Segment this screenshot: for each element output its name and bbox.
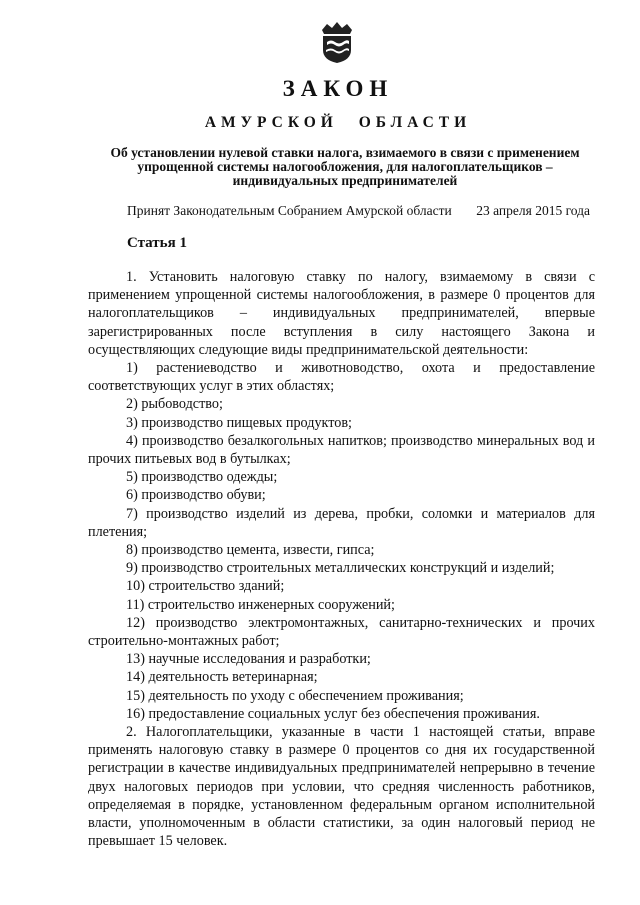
list-item: 8) производство цемента, извести, гипса;	[126, 542, 375, 559]
list-item: 6) производство обуви;	[126, 487, 266, 504]
list-item: 4) производство безалкогольных напитков; производство минеральных вод и прочих питьевых вод в бутылках;	[88, 432, 595, 468]
list-item: 15) деятельность по уходу с обеспечением проживания;	[126, 687, 464, 704]
list-item: 11) строительство инженерных сооружений;	[126, 596, 395, 613]
list-item: 12) производство электромонтажных, санитарно-технических и прочих строительно-монтажных работ;	[88, 614, 595, 650]
list-item: 3) производство пищевых продуктов;	[126, 414, 353, 431]
list-item: 13) научные исследования и разработки;	[126, 651, 371, 668]
amur-region-coat-of-arms-icon	[319, 20, 355, 64]
law-title: ЗАКОН	[282, 76, 394, 101]
part-1-intro: 1. Установить налоговую ставку по налогу, взимаемому в связи с применением упрощенной системы налогообложения, в размере 0 процентов для налогоплательщиков – индивидуальных предпринимателей, впервые зарегистрированных после вступления в силу настоящего Закона и осуществляющих следующие виды предпринимательской деятельности:	[88, 269, 595, 358]
article-body	[88, 268, 595, 851]
adopted-date: 23 апреля 2015 года	[476, 203, 590, 218]
region-name: АМУРСКОЙ ОБЛАСТИ	[204, 114, 472, 131]
list-item: 16) предоставление социальных услуг без обеспечения проживания.	[126, 705, 540, 722]
law-subject: Об установлении нулевой ставки налога, взимаемого в связи с применением упрощенной системы налогообложения, для налогоплательщиков – индивидуальных предпринимателей	[110, 145, 580, 188]
part-2: 2. Налогоплательщики, указанные в части 1 настоящей статьи, вправе применять налоговую ставку в размере 0 процентов со дня их государственной регистрации в качестве индивидуальных предпринимателей непрерывно в течение двух налоговых периодов при условии, что средняя численность работников, определяемая в порядке, установленном федеральным органом исполнительной власти, уполномоченным в области статистики, за один налоговый период не превышает 15 человек.	[88, 724, 595, 850]
list-item: 9) производство строительных металлических конструкций и изделий;	[126, 560, 555, 577]
list-item: 14) деятельность ветеринарная;	[126, 669, 318, 686]
list-item: 2) рыбоводство;	[126, 396, 223, 413]
adopted-by: Принят Законодательным Собранием Амурской области	[127, 203, 452, 218]
list-item: 5) производство одежды;	[126, 469, 278, 486]
list-item: 1) растениеводство и животноводство, охота и предоставление соответствующих услуг в этих областях;	[88, 360, 595, 395]
adoption-line	[127, 203, 590, 219]
list-item: 7) производство изделий из дерева, пробки, соломки и материалов для плетения;	[88, 505, 595, 540]
list-item: 10) строительство зданий;	[126, 578, 285, 595]
article-heading: Статья 1	[127, 235, 187, 251]
